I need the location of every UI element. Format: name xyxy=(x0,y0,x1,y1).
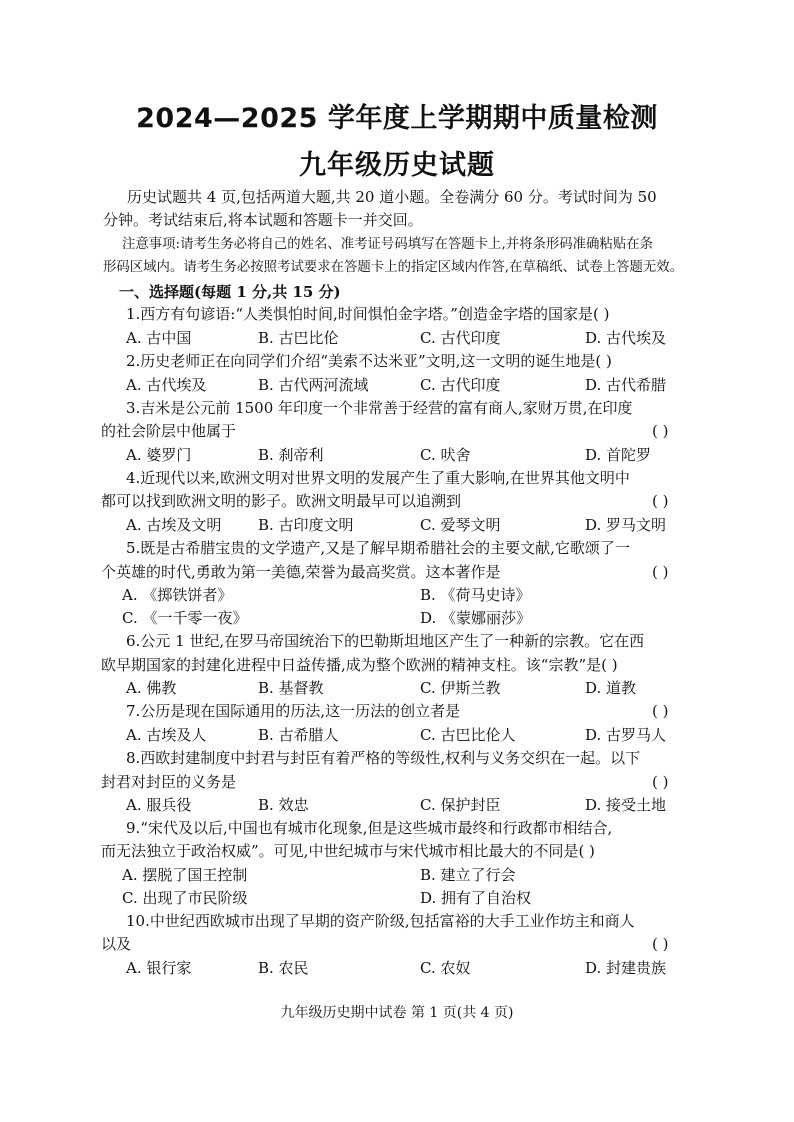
option-b: B. 刹帝利 xyxy=(258,446,324,464)
option-a: A. 古埃及文明 xyxy=(126,516,222,534)
option-d: D. 道教 xyxy=(585,679,637,697)
question-5: 5.既是古希腊宝贵的文学遗产,又是了解早期希腊社会的主要文献,它歌颂了一 xyxy=(126,539,630,557)
question-6-options xyxy=(0,677,794,699)
option-a: A. 《掷铁饼者》 xyxy=(122,586,233,604)
section-heading: 一、选择题(每题 1 分,共 15 分) xyxy=(119,283,341,301)
answer-parentheses: ( ) xyxy=(652,773,669,791)
question-6: 6.公元 1 世纪,在罗马帝国统治下的巴勒斯坦地区产生了一种新的宗教。它在西 xyxy=(126,632,645,650)
question-5-cont: 个英雄的时代,勇敢为第一美德,荣誉为最高奖赏。这本著作是 ( ) xyxy=(101,563,669,581)
answer-parentheses: ( ) xyxy=(652,422,669,440)
option-b: B. 效忠 xyxy=(258,796,309,814)
option-a: A. 佛教 xyxy=(126,679,177,697)
option-d: D. 封建贵族 xyxy=(585,959,667,977)
question-3-cont: 的社会阶层中他属于 ( ) xyxy=(101,422,669,440)
option-c: C. 爱琴文明 xyxy=(420,516,501,534)
question-3: 3.吉米是公元前 1500 年印度一个非常善于经营的富有商人,家财万贯,在印度 xyxy=(126,399,633,417)
question-4: 4.近现代以来,欧洲文明对世界文明的发展产生了重大影响,在世界其他文明中 xyxy=(126,469,630,487)
exam-title: 2024—2025 学年度上学期期中质量检测 xyxy=(136,103,658,134)
option-b: B. 古印度文明 xyxy=(258,516,354,534)
option-a: A. 摆脱了国王控制 xyxy=(122,866,248,884)
option-d: D. 古代埃及 xyxy=(585,329,667,347)
question-2-options xyxy=(0,374,794,396)
option-d: D. 首陀罗 xyxy=(585,446,652,464)
option-c: C. 伊斯兰教 xyxy=(420,679,501,697)
exam-subtitle: 九年级历史试题 xyxy=(299,150,495,181)
option-d: D. 接受土地 xyxy=(585,796,667,814)
question-1-options xyxy=(0,327,794,349)
question-8-options xyxy=(0,794,794,816)
option-c: C. 古代印度 xyxy=(420,329,501,347)
answer-parentheses: ( ) xyxy=(652,563,669,581)
question-9: 9.“宋代及以后,中国也有城市化现象,但是这些城市最终和行政都市相结合, xyxy=(126,819,613,837)
answer-parentheses: ( ) xyxy=(652,702,669,720)
option-d: D. 拥有了自治权 xyxy=(420,889,532,907)
option-a: A. 婆罗门 xyxy=(126,446,192,464)
option-b: B. 古代两河流域 xyxy=(258,376,369,394)
question-7: 7.公历是现在国际通用的历法,这一历法的创立者是 ( ) xyxy=(126,702,669,720)
option-c: C. 《一千零一夜》 xyxy=(122,609,248,627)
question-10-options xyxy=(0,957,794,979)
option-c: C. 古代印度 xyxy=(420,376,501,394)
notice-line: 注意事项:请考生务必将自己的姓名、准考证号码填写在答题卡上,并将条形码准确粘贴在条 xyxy=(122,237,653,252)
answer-parentheses: ( ) xyxy=(652,492,669,510)
option-b: B. 古希腊人 xyxy=(258,726,339,744)
question-7-options xyxy=(0,724,794,746)
option-c: C. 农奴 xyxy=(420,959,471,977)
question-10-cont: 以及 ( ) xyxy=(101,935,669,953)
option-b: B. 基督教 xyxy=(258,679,324,697)
option-d: D. 古罗马人 xyxy=(585,726,667,744)
question-9-cont: 而无法独立于政治权威”。可见,中世纪城市与宋代城市相比最大的不同是( ) xyxy=(101,842,595,860)
question-3-options xyxy=(0,444,794,466)
answer-parentheses: ( ) xyxy=(652,935,669,953)
option-a: A. 古埃及人 xyxy=(126,726,207,744)
question-5-options-row1 xyxy=(0,584,794,606)
option-d: D. 古代希腊 xyxy=(585,376,667,394)
option-b: B. 古巴比伦 xyxy=(258,329,339,347)
notice-line: 形码区域内。请考生务必按照考试要求在答题卡上的指定区域内作答,在草稿纸、试卷上答题无效。 xyxy=(103,260,684,275)
option-b: B. 农民 xyxy=(258,959,309,977)
option-c: C. 保护封臣 xyxy=(420,796,501,814)
option-a: A. 银行家 xyxy=(126,959,192,977)
question-4-cont: 都可以找到欧洲文明的影子。欧洲文明最早可以追溯到 ( ) xyxy=(101,492,669,510)
question-8: 8.西欧封建制度中封君与封臣有着严格的等级性,权利与义务交织在一起。以下 xyxy=(126,749,641,767)
question-5-options-row2 xyxy=(0,607,794,629)
instructions-line: 历史试题共 4 页,包括两道大题,共 20 道小题。全卷满分 60 分。考试时间为 50 xyxy=(127,188,657,206)
question-6-cont: 欧早期国家的封建化进程中日益传播,成为整个欧洲的精神支柱。该“宗教”是( ) xyxy=(101,656,618,674)
option-a: A. 服兵役 xyxy=(126,796,192,814)
question-4-options xyxy=(0,514,794,536)
question-8-cont: 封君对封臣的义务是 ( ) xyxy=(101,773,669,791)
question-9-options-row1 xyxy=(0,864,794,886)
option-a: A. 古中国 xyxy=(126,329,192,347)
question-2: 2.历史老师正在向同学们介绍“美索不达米亚”文明,这一文明的诞生地是( ) xyxy=(126,352,612,370)
option-c: C. 古巴比伦人 xyxy=(420,726,516,744)
question-1: 1.西方有句谚语:“人类惧怕时间,时间惧怕金字塔。”创造金字塔的国家是( ) xyxy=(126,305,610,323)
question-9-options-row2 xyxy=(0,887,794,909)
question-10: 10.中世纪西欧城市出现了早期的资产阶级,包括富裕的大手工业作坊主和商人 xyxy=(126,912,635,930)
option-d: D. 罗马文明 xyxy=(585,516,667,534)
option-c: C. 出现了市民阶级 xyxy=(122,889,248,907)
instructions-line: 分钟。考试结束后,将本试题和答题卡一并交回。 xyxy=(103,211,423,229)
option-a: A. 古代埃及 xyxy=(126,376,207,394)
option-b: B. 《荷马史诗》 xyxy=(420,586,531,604)
option-d: D. 《蒙娜丽莎》 xyxy=(420,609,532,627)
option-c: C. 吠舍 xyxy=(420,446,471,464)
option-b: B. 建立了行会 xyxy=(420,866,516,884)
page-footer: 九年级历史期中试卷 第 1 页(共 4 页) xyxy=(280,1005,514,1021)
